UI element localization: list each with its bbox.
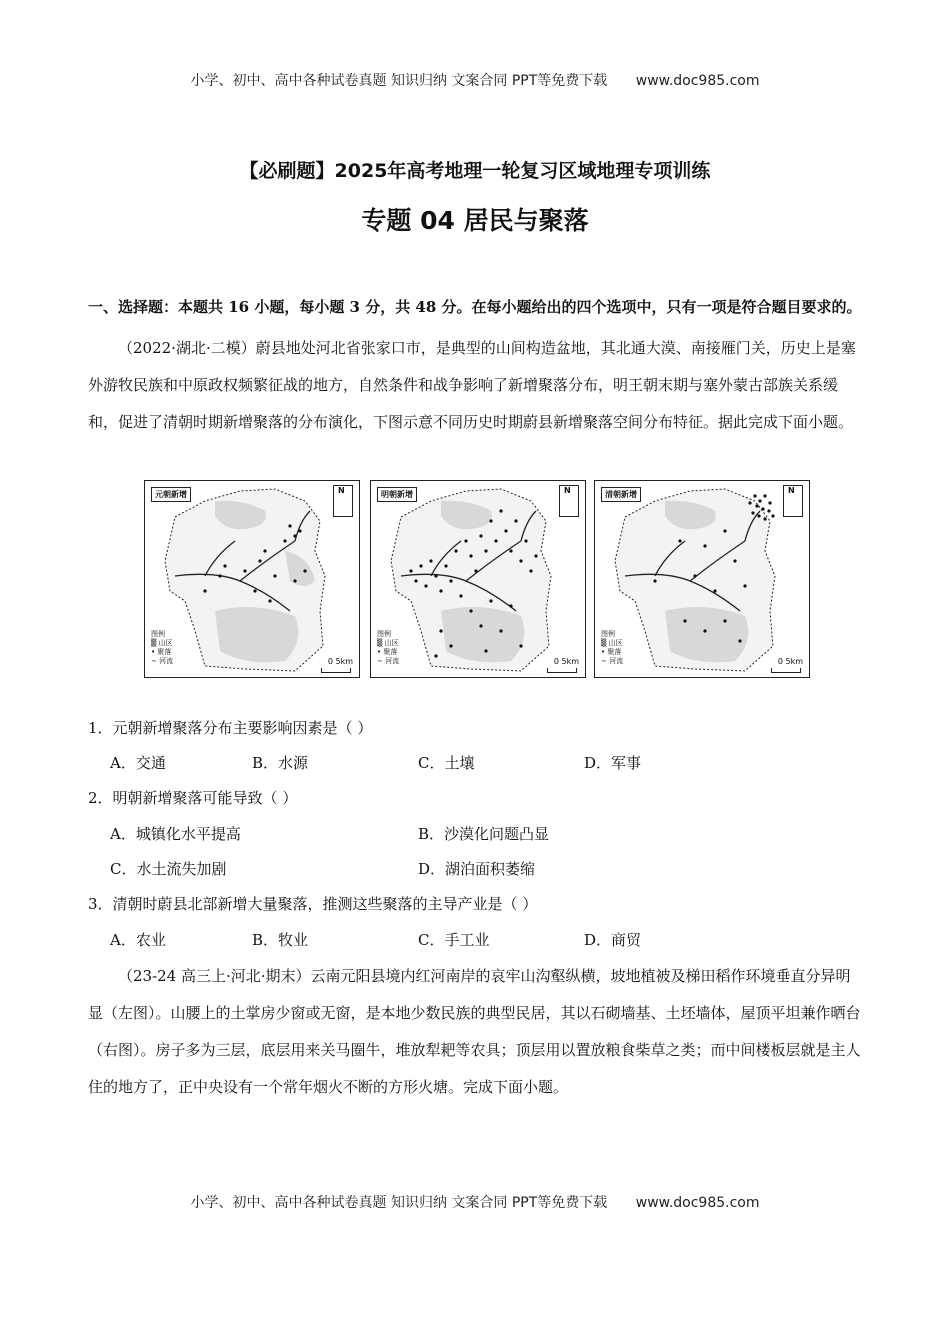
footer-site[interactable]: www.doc985.com	[635, 1195, 760, 1211]
map-qing-legend: 图例 ▒ 山区 • 聚落 ∼ 河流	[601, 630, 624, 665]
document-title: 【必刷题】2025年高考地理一轮复习区域地理专项训练	[239, 160, 711, 182]
q3-option-d[interactable]: D．商贸	[584, 931, 642, 949]
q2-option-b[interactable]: B．沙漠化问题凸显	[418, 825, 550, 843]
map-ming-drawing	[371, 481, 587, 679]
q3-option-b[interactable]: B．牧业	[252, 931, 309, 949]
page-footer	[0, 1192, 950, 1212]
map-yuan-drawing	[145, 481, 361, 679]
north-arrow-icon: N	[333, 485, 353, 517]
north-arrow-icon: N	[559, 485, 579, 517]
map-yuan	[144, 480, 360, 678]
north-arrow-icon: N	[783, 485, 803, 517]
map-qing-label: 清朝新增	[601, 487, 641, 502]
passage-2: （23-24 高三上·河北·期末）云南元阳县境内红河南岸的哀牢山沟壑纵横，坡地植被及梯田稻作环境垂直分异明显（左图）。山腰上的土掌房少窗或无窗，是本地少数民族的典型民居，其以石砌墙基、土坯墙体，屋顶平坦兼作晒台（右图）。房子多为三层，底层用来关马圈牛，堆放犁耙等农具；顶层用以置放粮食柴草之类；而中间楼板层就是主人住的地方了，正中央设有一个常年烟火不断的方形火塘。完成下面小题。	[88, 967, 861, 1096]
map-qing-drawing	[595, 481, 811, 679]
footer-text: 小学、初中、高中各种试卷真题 知识归纳 文案合同 PPT等免费下载	[190, 1195, 608, 1211]
q3-option-c[interactable]: C．手工业	[418, 931, 490, 949]
question-3: 3．清朝时蔚县北部新增大量聚落，推测这些聚落的主导产业是（ ）	[88, 895, 538, 913]
map-ming-legend: 图例 ▒ 山区 • 聚落 ∼ 河流	[377, 630, 400, 665]
q1-option-a[interactable]: A．交通	[110, 754, 166, 772]
q3-option-a[interactable]: A．农业	[110, 931, 166, 949]
map-qing-scale: 0 5km	[777, 657, 803, 666]
map-qing	[594, 480, 810, 678]
header-site[interactable]: www.doc985.com	[635, 73, 760, 89]
scale-bar	[321, 668, 351, 673]
question-1: 1．元朝新增聚落分布主要影响因素是（ ）	[88, 719, 373, 737]
map-ming-scale: 0 5km	[553, 657, 579, 666]
map-yuan-scale: 0 5km	[327, 657, 353, 666]
header-text: 小学、初中、高中各种试卷真题 知识归纳 文案合同 PPT等免费下载	[190, 73, 608, 89]
document-subtitle: 专题 04 居民与聚落	[361, 206, 589, 235]
question-2: 2．明朝新增聚落可能导致（ ）	[88, 789, 298, 807]
section-heading: 一、选择题：本题共 16 小题，每小题 3 分，共 48 分。在每小题给出的四个选项中，只有一项是符合题目要求的。	[88, 298, 862, 316]
map-yuan-legend: 图例 ▒ 山区 • 聚落 ∼ 河流	[151, 630, 174, 665]
q2-option-c[interactable]: C．水土流失加剧	[110, 860, 227, 878]
q1-option-b[interactable]: B．水源	[252, 754, 309, 772]
map-ming-label: 明朝新增	[377, 487, 417, 502]
q2-option-a[interactable]: A．城镇化水平提高	[110, 825, 241, 843]
map-ming	[370, 480, 586, 678]
passage-1: （2022·湖北·二模）蔚县地处河北省张家口市，是典型的山间构造盆地，其北通大漠、南接雁门关，历史上是塞外游牧民族和中原政权频繁征战的地方，自然条件和战争影响了新增聚落分布，明王朝末期与塞外蒙古部族关系缓和，促进了清朝时期新增聚落的分布演化，下图示意不同历史时期蔚县新增聚落空间分布特征。据此完成下面小题。	[88, 339, 856, 431]
q2-option-d[interactable]: D．湖泊面积萎缩	[418, 860, 536, 878]
page-header	[0, 70, 950, 90]
map-yuan-label: 元朝新增	[151, 487, 191, 502]
scale-bar	[771, 668, 801, 673]
q1-option-c[interactable]: C．土壤	[418, 754, 475, 772]
q1-option-d[interactable]: D．军事	[584, 754, 642, 772]
scale-bar	[547, 668, 577, 673]
